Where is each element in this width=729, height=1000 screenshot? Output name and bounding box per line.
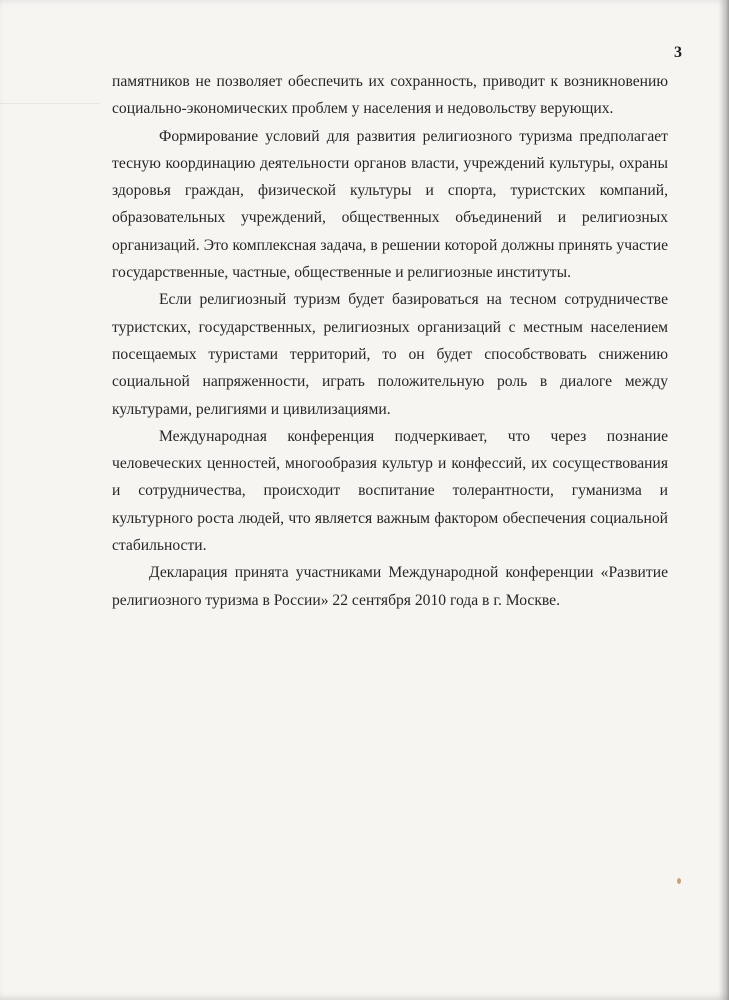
paragraph-continuation: памятников не позволяет обеспечить их сохранность, приводит к возникновению социально-экономических проблем у населения и недовольству верующих. bbox=[112, 73, 668, 118]
page-number: 3 bbox=[674, 44, 682, 61]
paragraph-cooperation: Если религиозный туризм будет базироваться на тесном сотрудничестве туристских, государственных, религиозных организаций с местным населением посещаемых туристами территорий, то он будет способствовать снижению социальной напряженности, играть положительную роль в диалоге между культурами, религиями и цивилизациями. bbox=[112, 291, 668, 418]
document-body bbox=[112, 68, 668, 614]
scan-artifact-line bbox=[0, 103, 100, 104]
paragraph-conditions: Формирование условий для развития религиозного туризма предполагает тесную координацию деятельности органов власти, учреждений культуры, охраны здоровья граждан, физической культуры и спорта, туристских компаний, образовательных учреждений, общественных объединений и религиозных организаций. Это комплексная задача, в решении которой должны принять участие государственные, частные, общественные и религиозные институты. bbox=[112, 127, 668, 282]
scan-speck bbox=[677, 878, 681, 884]
paragraph-declaration: Декларация принята участниками Международной конференции «Развитие религиозного туризма в России» 22 сентября 2010 года в г. Москве. bbox=[112, 564, 668, 609]
paragraph-conference: Международная конференция подчеркивает, что через познание человеческих ценностей, многообразия культур и конфессий, их сосуществования и сотрудничества, происходит воспитание толерантности, гуманизма и культурного роста людей, что является важным фактором обеспечения социальной стабильности. bbox=[112, 427, 668, 555]
page-edge-shadow bbox=[719, 0, 729, 1000]
